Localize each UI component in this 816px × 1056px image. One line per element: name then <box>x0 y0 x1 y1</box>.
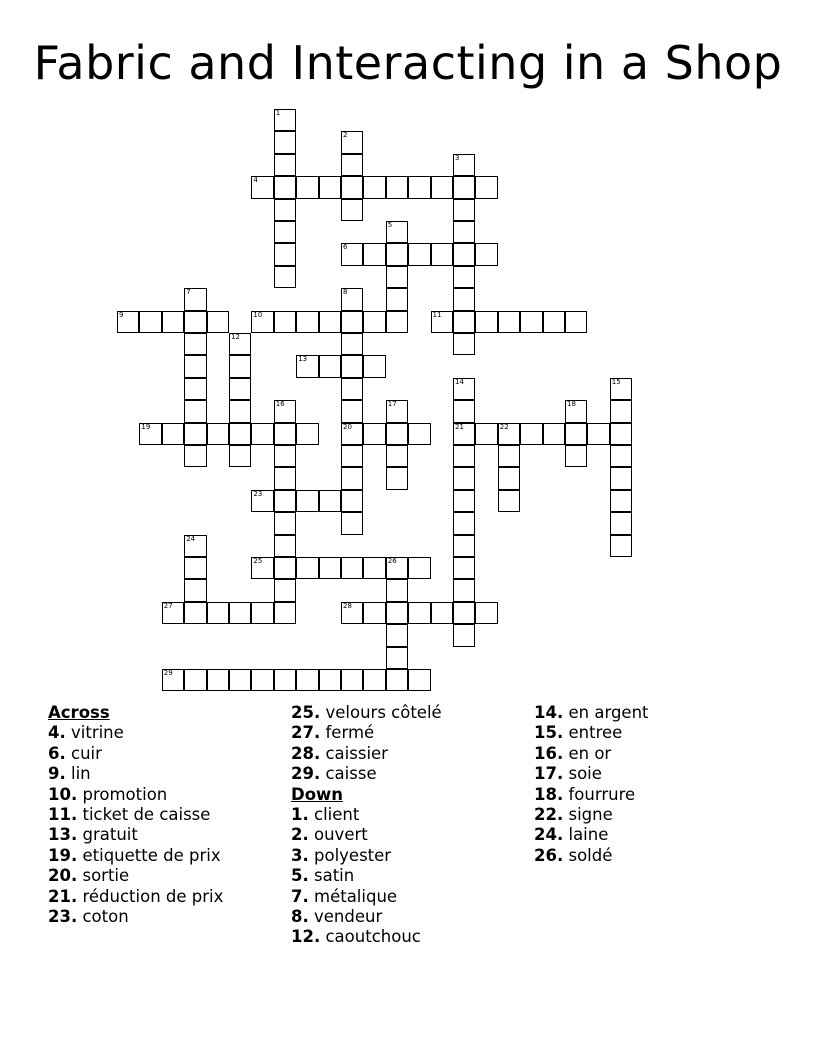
grid-cell <box>386 669 408 691</box>
grid-cell <box>341 333 363 355</box>
grid-cell <box>251 490 273 512</box>
grid-cell <box>341 557 363 579</box>
grid-cell <box>610 445 632 467</box>
grid-cell <box>363 557 385 579</box>
grid-cell <box>274 266 296 288</box>
grid-cell <box>475 423 497 445</box>
grid-cell <box>565 311 587 333</box>
grid-cell <box>319 311 341 333</box>
grid-cell <box>453 199 475 221</box>
grid-cell <box>319 176 341 198</box>
grid-cell <box>453 467 475 489</box>
grid-cell <box>363 423 385 445</box>
grid-cell <box>296 355 318 377</box>
grid-cell <box>386 579 408 601</box>
grid-cell <box>431 243 453 265</box>
grid-cell <box>610 467 632 489</box>
grid-cell <box>274 467 296 489</box>
cell-number: 19 <box>141 422 151 431</box>
grid-cell <box>520 311 542 333</box>
grid-cell <box>184 557 206 579</box>
cell-number: 16 <box>275 400 285 409</box>
grid-cell <box>453 445 475 467</box>
grid-cell <box>229 400 251 422</box>
grid-cell <box>229 378 251 400</box>
clue-down: 5. satin <box>291 866 355 886</box>
grid-cell <box>207 423 229 445</box>
grid-cell <box>274 311 296 333</box>
grid-cell <box>341 311 363 333</box>
grid-cell <box>274 602 296 624</box>
grid-cell <box>229 333 251 355</box>
grid-cell <box>386 624 408 646</box>
grid-cell <box>319 557 341 579</box>
grid-cell <box>408 669 430 691</box>
grid-cell <box>453 378 475 400</box>
clue-across: 4. vitrine <box>48 723 124 743</box>
grid-cell <box>162 602 184 624</box>
grid-cell <box>610 490 632 512</box>
grid-cell <box>341 490 363 512</box>
grid-cell <box>610 423 632 445</box>
clue-down: 22. signe <box>534 805 613 825</box>
grid-cell <box>341 355 363 377</box>
grid-cell <box>408 602 430 624</box>
cell-number: 13 <box>298 355 308 364</box>
grid-cell <box>386 221 408 243</box>
grid-cell <box>520 423 542 445</box>
grid-cell <box>453 512 475 534</box>
grid-cell <box>274 243 296 265</box>
grid-cell <box>386 311 408 333</box>
grid-cell <box>184 378 206 400</box>
clue-down: 18. fourrure <box>534 784 636 804</box>
grid-cell <box>296 311 318 333</box>
cell-number: 3 <box>455 153 460 162</box>
grid-cell <box>363 669 385 691</box>
puzzle-title: Fabric and Interacting in a Shop <box>33 36 783 90</box>
clue-across: 13. gratuit <box>48 825 138 845</box>
grid-cell <box>610 400 632 422</box>
cell-number: 8 <box>343 288 348 297</box>
grid-cell <box>184 535 206 557</box>
grid-cell <box>408 557 430 579</box>
grid-cell <box>363 602 385 624</box>
down-heading: Down <box>291 784 344 804</box>
grid-cell <box>184 579 206 601</box>
grid-cell <box>363 176 385 198</box>
cell-number: 28 <box>343 601 352 610</box>
grid-cell <box>453 288 475 310</box>
grid-cell <box>386 647 408 669</box>
cell-number: 22 <box>499 422 509 431</box>
grid-cell <box>386 445 408 467</box>
cell-number: 24 <box>186 534 196 543</box>
grid-cell <box>162 423 184 445</box>
clue-across: 29. caisse <box>291 764 377 784</box>
clue-down: 24. laine <box>534 825 609 845</box>
grid-cell <box>274 535 296 557</box>
grid-cell <box>431 602 453 624</box>
grid-cell <box>319 355 341 377</box>
clue-across: 11. ticket de caisse <box>48 805 211 825</box>
clue-down: 14. en argent <box>534 703 649 722</box>
grid-cell <box>229 445 251 467</box>
grid-cell <box>296 669 318 691</box>
clue-down: 8. vendeur <box>291 907 383 927</box>
grid-cell <box>341 154 363 176</box>
grid-cell <box>184 423 206 445</box>
clue-across: 10. promotion <box>48 784 168 804</box>
grid-cell <box>341 512 363 534</box>
grid-cell <box>543 311 565 333</box>
grid-cell <box>341 243 363 265</box>
grid-cell <box>587 423 609 445</box>
grid-cell <box>274 176 296 198</box>
grid-cell <box>341 400 363 422</box>
grid-cell <box>229 423 251 445</box>
grid-cell <box>498 311 520 333</box>
clue-down: 2. ouvert <box>291 825 368 845</box>
grid-cell <box>386 467 408 489</box>
grid-cell <box>610 512 632 534</box>
grid-cell <box>386 602 408 624</box>
grid-cell <box>184 400 206 422</box>
grid-cell <box>274 579 296 601</box>
grid-cell <box>251 602 273 624</box>
clue-down: 17. soie <box>534 764 602 784</box>
cell-number: 5 <box>387 221 393 229</box>
grid-cell <box>251 669 273 691</box>
grid-cell <box>251 176 273 198</box>
clue-across: 28. caissier <box>291 743 388 763</box>
grid-cell <box>341 378 363 400</box>
cell-number: 7 <box>186 288 191 297</box>
clue-across: 25. velours côtelé <box>291 703 442 722</box>
cell-number: 20 <box>343 422 352 431</box>
grid-cell <box>319 669 341 691</box>
grid-cell <box>498 423 520 445</box>
cell-number: 12 <box>231 333 240 341</box>
grid-cell <box>274 557 296 579</box>
grid-cell <box>207 311 229 333</box>
grid-cell <box>117 311 139 333</box>
cell-number: 23 <box>253 489 263 498</box>
grid-cell <box>453 557 475 579</box>
clue-across: 23. coton <box>48 907 129 927</box>
cell-number: 11 <box>432 310 442 319</box>
grid-cell <box>184 669 206 691</box>
grid-cell <box>184 311 206 333</box>
grid-cell <box>184 445 206 467</box>
grid-cell <box>498 445 520 467</box>
clue-down: 12. caoutchouc <box>291 927 421 947</box>
grid-cell <box>341 288 363 310</box>
grid-cell <box>207 602 229 624</box>
grid-cell <box>274 400 296 422</box>
cell-number: 15 <box>611 377 621 386</box>
across-heading: Across <box>48 703 110 722</box>
grid-cell <box>453 535 475 557</box>
clue-down: 3. polyester <box>291 845 392 865</box>
grid-cell <box>296 176 318 198</box>
grid-cell <box>251 423 273 445</box>
grid-cell <box>162 669 184 691</box>
grid-cell <box>610 378 632 400</box>
grid-cell <box>274 669 296 691</box>
grid-cell <box>475 311 497 333</box>
cell-number: 10 <box>253 310 263 319</box>
clue-across: 19. etiquette de prix <box>48 845 221 865</box>
grid-cell <box>386 557 408 579</box>
grid-cell <box>274 221 296 243</box>
grid-cell <box>498 490 520 512</box>
grid-cell <box>453 311 475 333</box>
grid-cell <box>565 445 587 467</box>
grid-cell <box>453 579 475 601</box>
cell-number: 27 <box>163 601 173 610</box>
cell-number: 21 <box>455 422 464 431</box>
grid-cell <box>274 131 296 153</box>
cell-number: 4 <box>253 176 258 185</box>
grid-cell <box>386 288 408 310</box>
grid-cell <box>319 490 341 512</box>
grid-cell <box>363 355 385 377</box>
cell-number: 26 <box>387 557 397 565</box>
cell-number: 18 <box>567 400 576 409</box>
grid-cell <box>386 423 408 445</box>
grid-cell <box>408 176 430 198</box>
grid-cell <box>251 557 273 579</box>
grid-cell <box>453 221 475 243</box>
grid-cell <box>543 423 565 445</box>
clue-across: 20. sortie <box>48 866 130 886</box>
grid-cell <box>296 490 318 512</box>
grid-cell <box>386 400 408 422</box>
grid-cell <box>565 400 587 422</box>
grid-cell <box>475 602 497 624</box>
grid-cell <box>274 445 296 467</box>
grid-cell <box>341 669 363 691</box>
clue-across: 21. réduction de prix <box>48 886 224 906</box>
grid-cell <box>565 423 587 445</box>
grid-cell <box>386 266 408 288</box>
grid-cell <box>453 624 475 646</box>
grid-cell <box>453 602 475 624</box>
grid-cell <box>162 311 184 333</box>
grid-cell <box>610 535 632 557</box>
grid-cell <box>341 602 363 624</box>
grid-cell <box>431 176 453 198</box>
grid-cell <box>453 154 475 176</box>
grid-cell <box>431 311 453 333</box>
clues-column-1 <box>48 703 223 927</box>
cell-number: 6 <box>343 243 348 252</box>
grid-cell <box>386 243 408 265</box>
grid-cell <box>184 355 206 377</box>
grid-cell <box>453 176 475 198</box>
grid-cell <box>453 266 475 288</box>
grid-cell <box>296 423 318 445</box>
grid-cell <box>453 333 475 355</box>
grid-cell <box>363 311 385 333</box>
grid-cell <box>453 400 475 422</box>
clues-column-2 <box>291 703 442 948</box>
grid-cell <box>453 423 475 445</box>
grid-cell <box>341 199 363 221</box>
clue-down: 7. métalique <box>291 886 398 906</box>
grid-cell <box>274 512 296 534</box>
grid-cell <box>139 423 161 445</box>
grid-cell <box>408 243 430 265</box>
cell-number: 17 <box>387 400 397 409</box>
cell-number: 25 <box>253 557 263 565</box>
grid-cell <box>453 490 475 512</box>
cell-number: 14 <box>455 377 464 386</box>
grid-cell <box>341 176 363 198</box>
cell-number: 29 <box>163 669 173 677</box>
cell-number: 9 <box>119 310 124 319</box>
clue-across: 27. fermé <box>291 723 375 743</box>
grid-cell <box>229 355 251 377</box>
grid-cell <box>274 109 296 131</box>
clue-across: 6. cuir <box>48 743 102 763</box>
grid-cell <box>229 669 251 691</box>
grid-cell <box>229 602 251 624</box>
grid-cell <box>207 669 229 691</box>
grid-cell <box>386 176 408 198</box>
clue-down: 26. soldé <box>534 845 613 865</box>
grid-cell <box>296 557 318 579</box>
grid-cell <box>184 333 206 355</box>
grid-cell <box>139 311 161 333</box>
grid-cell <box>363 243 385 265</box>
grid-cell <box>184 602 206 624</box>
grid-cell <box>341 131 363 153</box>
grid-cell <box>274 423 296 445</box>
grid-cell <box>341 467 363 489</box>
grid-cell <box>274 490 296 512</box>
cell-number: 2 <box>343 131 348 140</box>
grid-cell <box>274 199 296 221</box>
grid-cell <box>274 154 296 176</box>
clue-down: 16. en or <box>534 743 612 763</box>
grid-cell <box>341 423 363 445</box>
grid-cell <box>498 467 520 489</box>
clue-down: 15. entree <box>534 723 623 743</box>
grid-cell <box>341 445 363 467</box>
clues-column-3 <box>534 703 649 866</box>
grid-cell <box>475 243 497 265</box>
grid-cell <box>184 288 206 310</box>
grid-cell <box>408 423 430 445</box>
clue-down: 1. client <box>291 805 360 825</box>
grid-cell <box>453 243 475 265</box>
grid-cell <box>251 311 273 333</box>
cell-number: 1 <box>275 109 281 117</box>
grid-cell <box>475 176 497 198</box>
clue-across: 9. lin <box>48 764 91 784</box>
